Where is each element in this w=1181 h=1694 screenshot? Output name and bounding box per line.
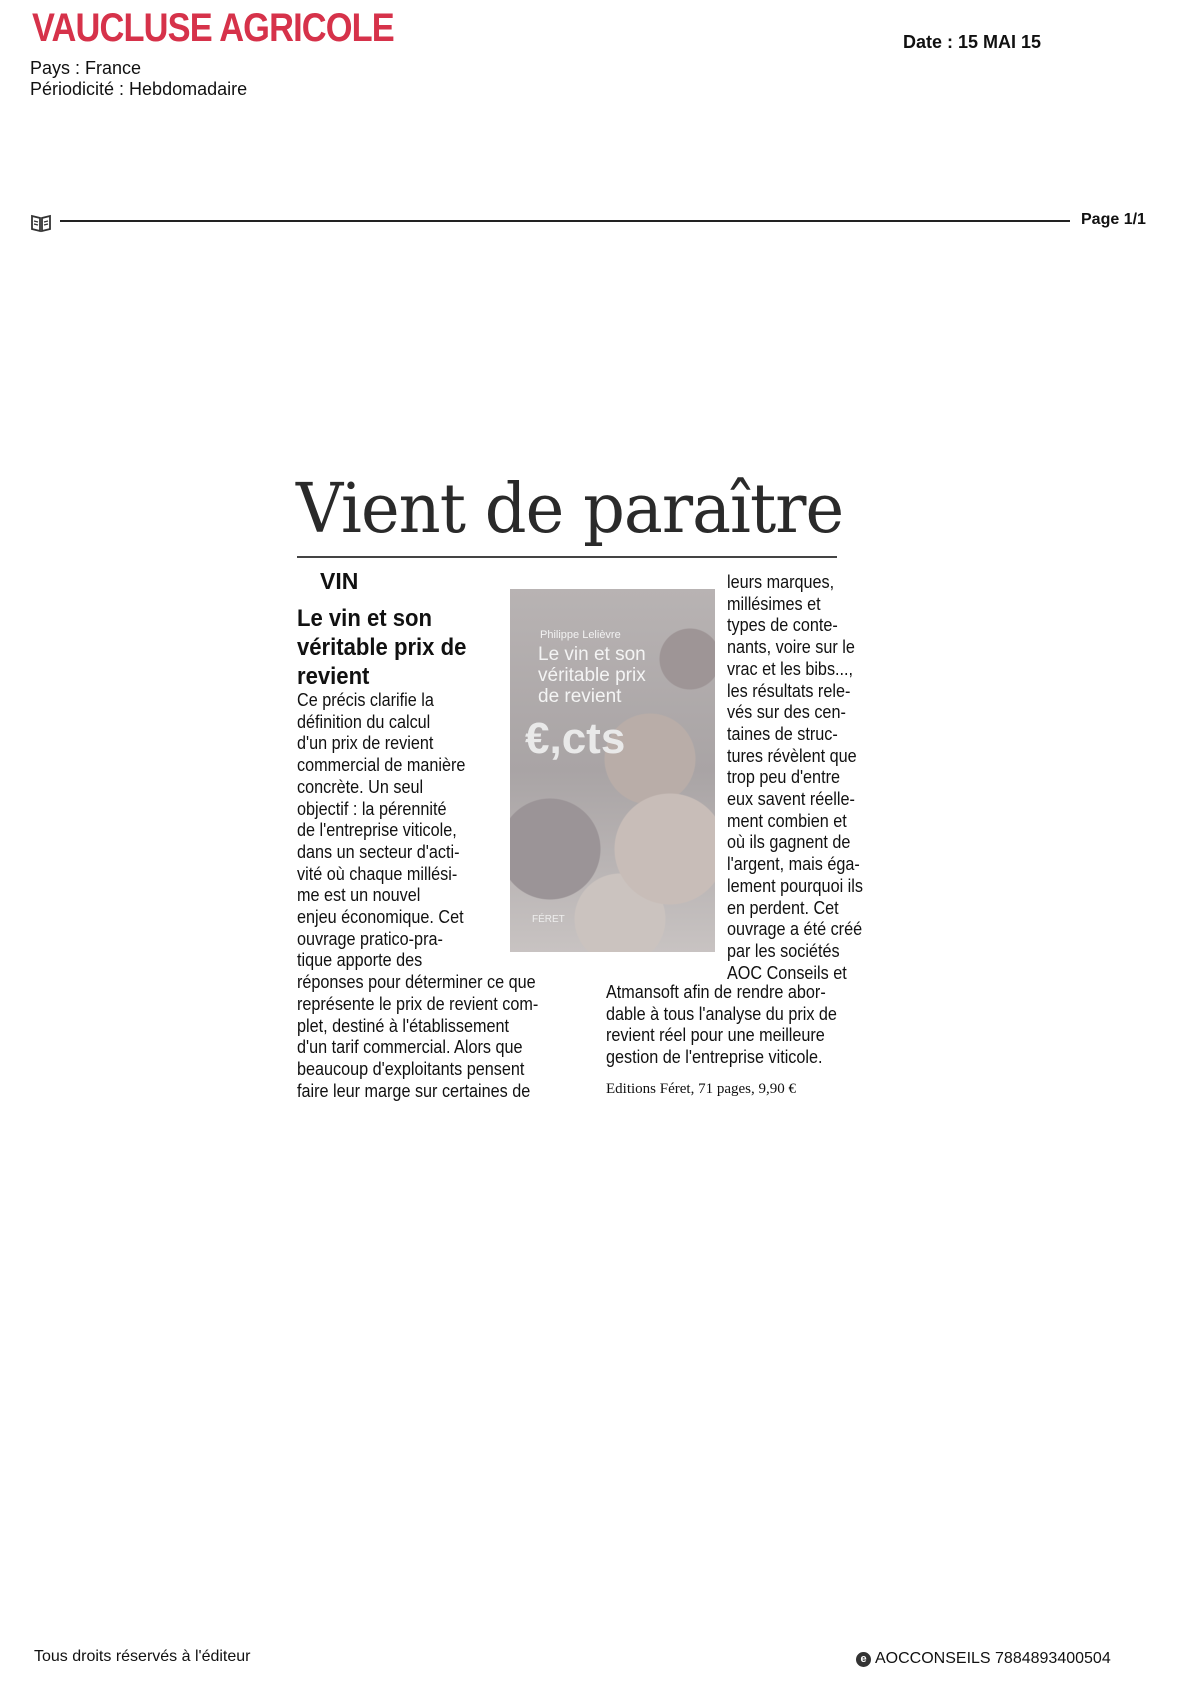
cover-author: Philippe Lelièvre <box>540 629 621 641</box>
section-headline: Vient de paraître <box>296 470 844 549</box>
publication-title: VAUCLUSE AGRICOLE <box>32 6 394 50</box>
rights-notice: Tous droits réservés à l'éditeur <box>34 1648 251 1665</box>
e-icon: e <box>856 1652 871 1667</box>
issue-date: Date : 15 MAI 15 <box>903 32 1042 52</box>
cover-logo: €,cts <box>525 714 626 763</box>
client-code: AOCCONSEILS 7884893400504 <box>875 1650 1111 1667</box>
article-body-left: Ce précis clarifie la définition du calcul d'un prix de revient commercial de manière concrète. Un seul objectif : la pérennité de l'entreprise viticole, dans un secteur d'acti- vité où chaque millési- me est un nouvel enjeu économique. Cet ouvrage pratico-pra- tique apporte des réponses pour déterminer ce que représente le prix de revient com- plet, destiné à l'établissement d'un tarif commercial. Alors que beaucoup d'exploitants pensent faire leur marge sur certaines de <box>297 690 539 1101</box>
headline-rule <box>297 556 837 558</box>
article-title: Le vin et son véritable prix de revient <box>297 605 467 690</box>
rubric-label: VIN <box>320 568 359 594</box>
page-number: Page 1/1 <box>1081 211 1146 228</box>
client-reference <box>856 1650 1111 1668</box>
country-label: Pays : France <box>30 58 142 78</box>
periodicity-label: Périodicité : Hebdomadaire <box>30 79 248 99</box>
book-cover-image <box>510 589 715 952</box>
publisher-credit: Editions Féret, 71 pages, 9,90 € <box>606 1081 796 1097</box>
article-body-right: leurs marques, millésimes et types de conte- nants, voire sur le vrac et les bibs..., les résultats rele- vés sur des cen- taines de struc- tures révèlent que trop peu d'entre eux savent réelle- ment combien et où ils gagnent de l'argent, mais éga- lement pourquoi ils en perdent. Cet ouvrage a été créé par les sociétés AOC Conseils et <box>727 572 863 983</box>
book-icon <box>30 212 52 234</box>
cover-title: Le vin et son véritable prix de revient <box>538 644 646 707</box>
cover-publisher: FÉRET <box>532 914 565 925</box>
header-divider <box>60 220 1070 222</box>
article-body-bottom: Atmansoft afin de rendre abor- dable à tous l'analyse du prix de revient réel pour une meilleure gestion de l'entreprise viticole. <box>606 982 837 1068</box>
